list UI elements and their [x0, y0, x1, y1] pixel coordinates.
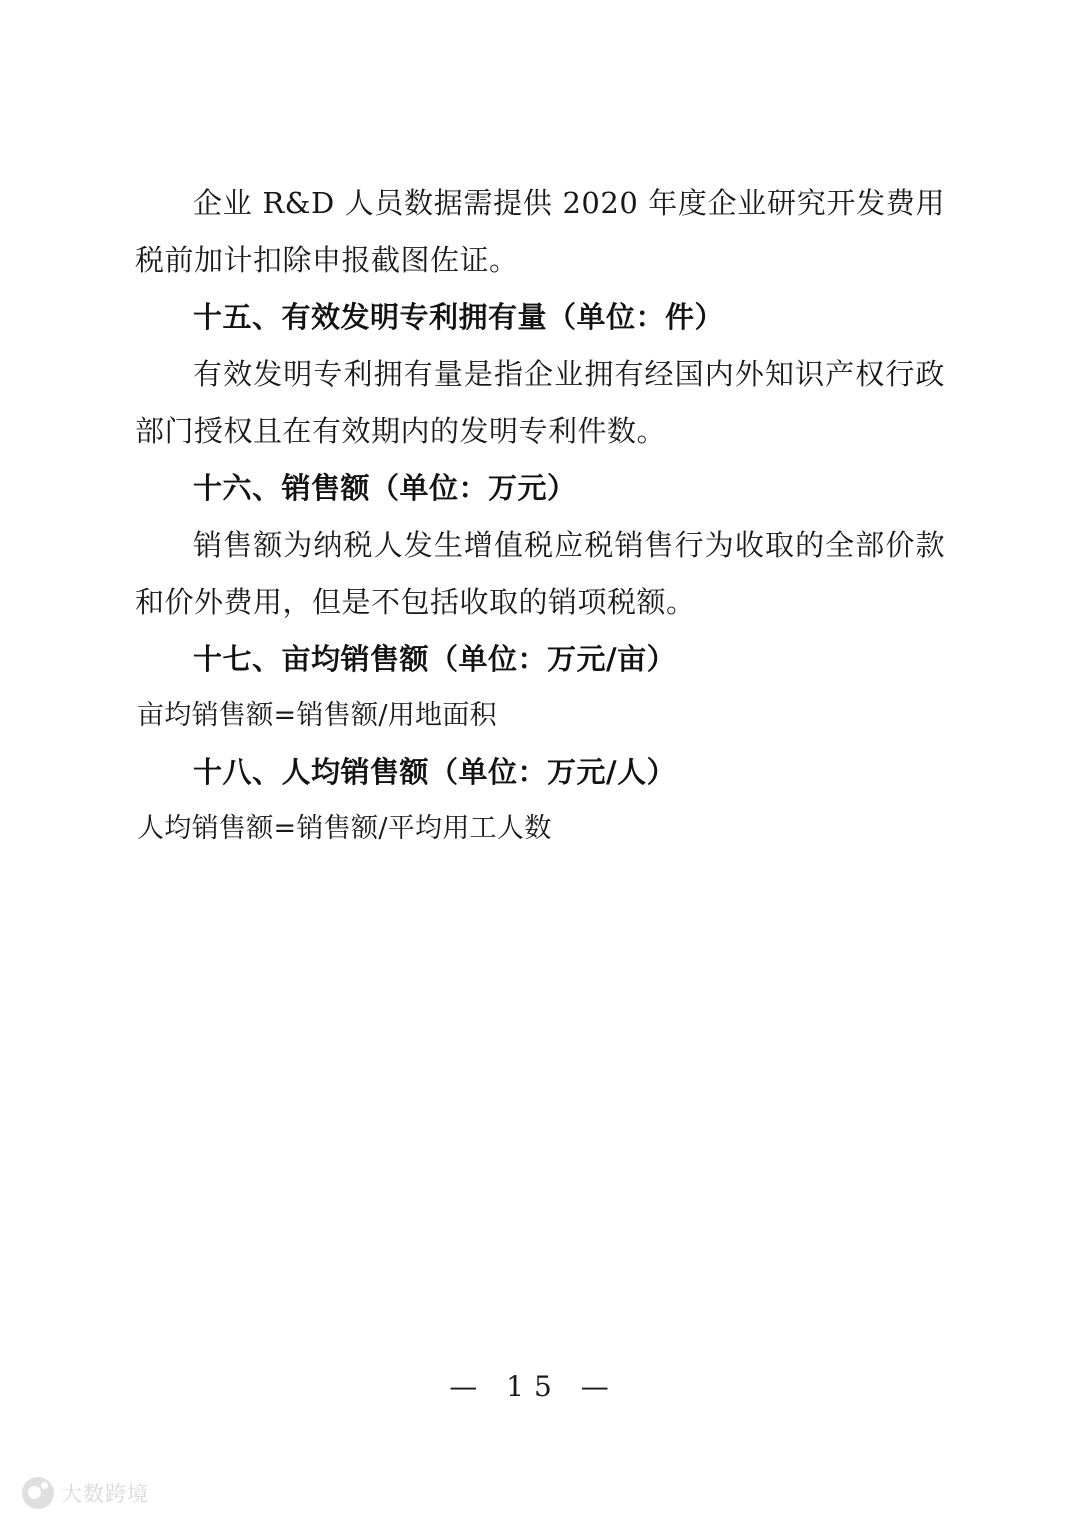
paragraph-section-16: 销售额为纳税人发生增值税应税销售行为收取的全部价款和价外费用，但是不包括收取的销项税额。 — [135, 528, 945, 619]
paragraph-section-15: 有效发明专利拥有量是指企业拥有经国内外知识产权行政部门授权且在有效期内的发明专利件数。 — [135, 357, 945, 448]
formula-section-18: 人均销售额=销售额/平均用工人数 — [137, 813, 552, 844]
paragraph-rd-personnel: 企业 R&D 人员数据需提供 2020 年度企业研究开发费用税前加计扣除申报截图佐证。 — [135, 186, 945, 277]
heading-section-17: 十七、亩均销售额（单位：万元/亩） — [193, 642, 677, 676]
watermark-logo-icon — [22, 1477, 54, 1509]
heading-section-15: 十五、有效发明专利拥有量（单位：件） — [193, 300, 725, 334]
formula-section-17: 亩均销售额=销售额/用地面积 — [137, 700, 497, 731]
watermark-label: 大数跨境 — [61, 1482, 149, 1506]
watermark — [22, 1477, 149, 1509]
heading-section-16: 十六、销售额（单位：万元） — [193, 471, 577, 505]
heading-section-18: 十八、人均销售额（单位：万元/人） — [193, 755, 677, 789]
page-number: — 15 — — [449, 1370, 619, 1403]
